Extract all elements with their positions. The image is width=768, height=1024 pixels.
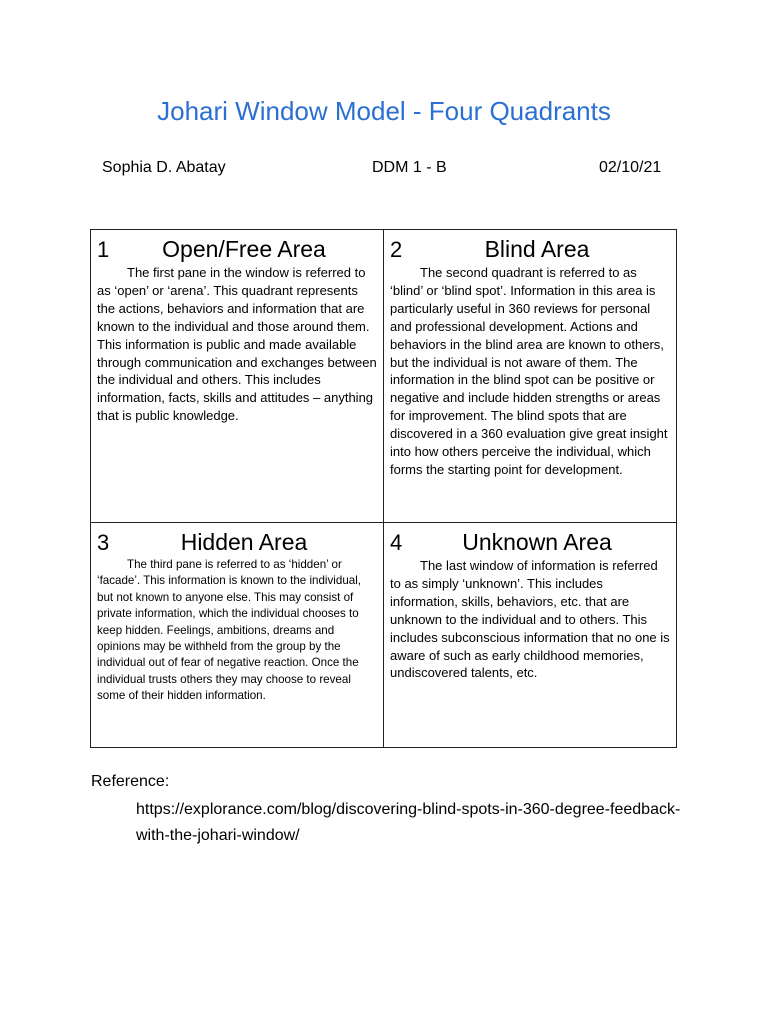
quadrant-number: 3 xyxy=(97,530,110,555)
reference-link[interactable]: https://explorance.com/blog/discovering-blind-spots-in-360-degree-feedback-with-the-johari-window/ xyxy=(136,801,681,844)
quadrant-description: The last window of information is referred to as simply ‘unknown’. This includes information, skills, behaviors, etc. that are unknown to the individual and to others. This includes subconscious information that no one is aware of such as early childhood memories, undiscovered talents, etc. xyxy=(390,558,670,681)
author-name: Sophia D. Abatay xyxy=(102,159,226,176)
course-section: DDM 1 - B xyxy=(372,159,447,176)
quadrant-blind-area xyxy=(384,230,676,523)
quadrant-heading: Hidden Area xyxy=(180,529,308,555)
quadrant-description: The third pane is referred to as ‘hidden’ or ‘facade’. This information is known to the individual, but not known to anyone else. This may consist of private information, which the individual chooses to keep hidden. Feelings, ambitions, dreams and opinions may be withheld from the group by the individual out of fear of negative reaction. Once the individual trusts others they may choose to reveal some of their hidden information. xyxy=(97,558,362,703)
johari-window-table xyxy=(90,229,677,748)
quadrant-number: 4 xyxy=(390,530,403,555)
document-title: Johari Window Model - Four Quadrants xyxy=(157,96,611,126)
quadrant-open-area xyxy=(91,230,384,523)
reference-label: Reference: xyxy=(91,773,170,790)
quadrant-heading: Blind Area xyxy=(484,236,590,262)
quadrant-heading: Unknown Area xyxy=(462,529,612,555)
quadrant-heading: Open/Free Area xyxy=(162,236,326,262)
quadrant-description: The first pane in the window is referred to as ‘open’ or ‘arena’. This quadrant represents the actions, behaviors and information that are known to the individual and those around them. This information is public and made available through communication and exchanges between the individual and others. This includes information, facts, skills and attitudes – anything that is public knowledge. xyxy=(97,265,377,424)
quadrant-description: The second quadrant is referred to as ‘blind’ or ‘blind spot’. Information in this area is particularly useful in 360 reviews for personal and professional development. Actions and behaviors in the blind area are known to others, but the individual is not aware of them. The information in the blind spot can be positive or negative and include hidden strengths or areas for improvement. The blind spots that are discovered in a 360 evaluation give great insight into how others perceive the individual, which forms the starting point for development. xyxy=(390,265,668,477)
document-date: 02/10/21 xyxy=(599,159,662,176)
quadrant-number: 1 xyxy=(97,237,110,262)
quadrant-number: 2 xyxy=(390,237,403,262)
quadrant-hidden-area xyxy=(91,523,384,747)
quadrant-unknown-area xyxy=(384,523,676,747)
